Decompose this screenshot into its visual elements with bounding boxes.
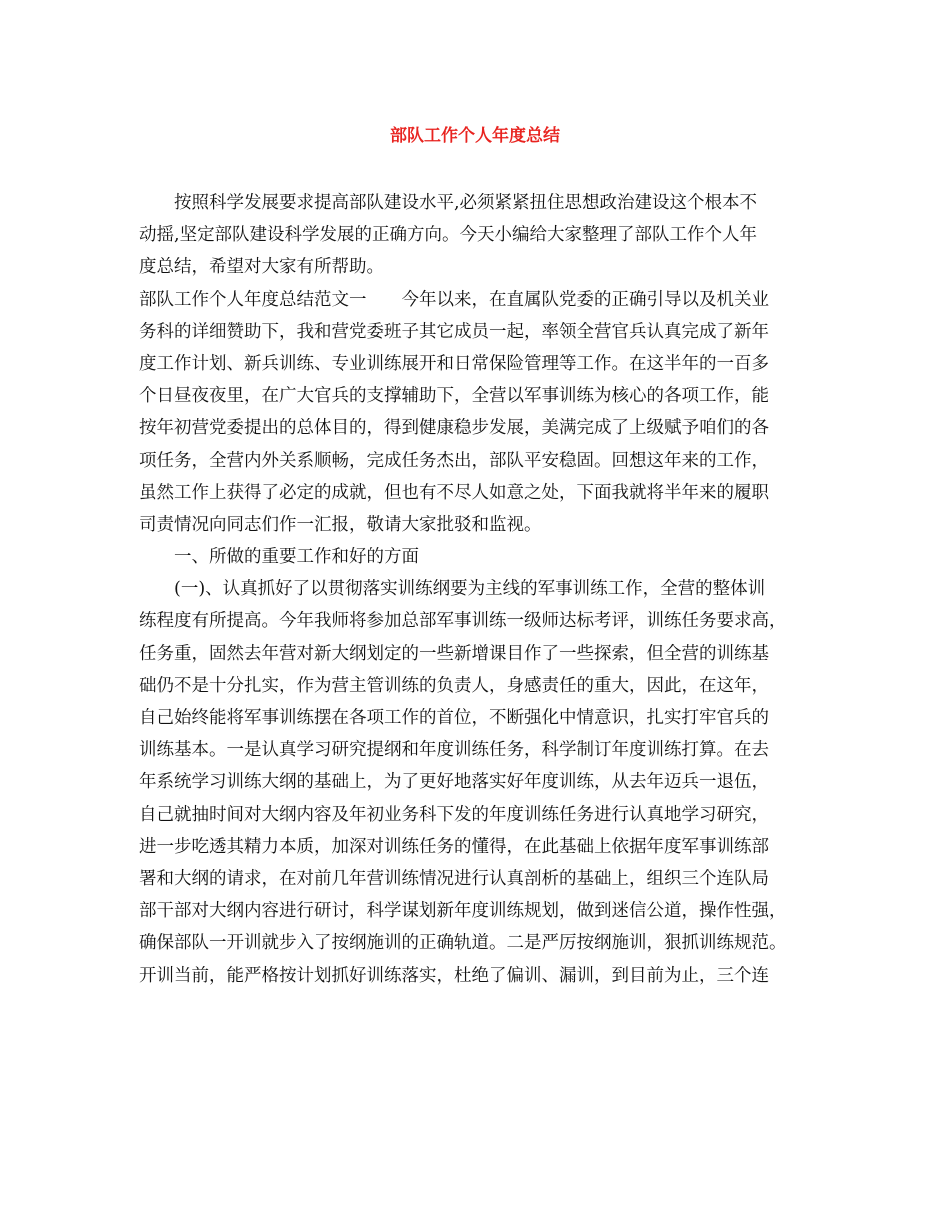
body-line: 自己就抽时间对大纲内容及年初业务科下发的年度训练任务进行认真地学习研究， [139,804,769,825]
body-line: 虽然工作上获得了必定的成就，但也有不尽人如意之处，下面我就将半年来的履职 [139,482,769,503]
body-line: 础仍不是十分扎实，作为营主管训练的负责人，身感责任的重大，因此，在这年， [139,675,769,696]
body-line: 自己始终能将军事训练摆在各项工作的首位，不断强化中情意识，扎实打牢官兵的 [139,708,769,728]
body-line: 动摇,坚定部队建设科学发展的正确方向。今天小编给大家整理了部队工作个人年 [139,225,758,246]
body-line: 度总结，希望对大家有所帮助。 [139,257,384,278]
body-line: 项任务，全营内外关系顺畅，完成任务杰出，部队平安稳固。回想这年来的工作， [139,450,769,471]
body-line: 年系统学习训练大纲的基础上，为了更好地落实好年度训练，从去年迈兵一退伍， [139,772,769,793]
body-line: 度工作计划、新兵训练、专业训练展开和日常保险管理等工作。在这半年的一百多 [139,353,769,374]
body-line: 按年初营党委提出的总体目的，得到健康稳步发展，美满完成了上级赋予咱们的各 [139,418,769,439]
body-line: 进一步吃透其精力本质，加深对训练任务的懂得，在此基础上依据年度军事训练部 [139,836,769,857]
body-line: 按照科学发展要求提高部队建设水平,必须紧紧扭住思想政治建设这个根本不 [139,193,758,213]
body-line: 务科的详细赞助下，我和营党委班子其它成员一起，率领全营官兵认真完成了新年 [139,321,769,342]
body-line: 部干部对大纲内容进行研讨，科学谋划新年度训练规划，做到迷信公道，操作性强， [139,901,787,922]
body-line: 练程度有所提高。今年我师将参加总部军事训练一级师达标考评，训练任务要求高， [139,611,787,632]
body-line: (一)、认真抓好了以贯彻落实训练纲要为主线的军事训练工作，全营的整体训 [139,579,766,600]
body-line: 司责情况向同志们作一汇报，敬请大家批驳和监视。 [139,514,542,535]
body-line: 任务重，固然去年营对新大纲划定的一些新增课目作了一些探索，但全营的训练基 [139,643,769,664]
body-line: 训练基本。一是认真学习研究提纲和年度训练任务，科学制订年度训练打算。在去 [139,740,769,761]
body-line: 个日昼夜夜里，在广大官兵的支撑辅助下，全营以军事训练为核心的各项工作，能 [139,386,769,407]
body-line: 一、所做的重要工作和好的方面 [139,547,419,568]
document-title: 部队工作个人年度总结 [390,126,560,146]
body-line: 开训当前，能严格按计划抓好训练落实，杜绝了偏训、漏训，到目前为止，三个连 [139,965,769,986]
document-body [139,187,829,992]
body-line: 署和大纲的请求，在对前几年营训练情况进行认真剖析的基础上，组织三个连队局 [139,868,769,889]
body-line: 确保部队一开训就步入了按纲施训的正确轨道。二是严厉按纲施训，狠抓训练规范。 [139,933,787,954]
body-line: 部队工作个人年度总结范文一 今年以来，在直属队党委的正确引导以及机关业 [139,289,769,310]
